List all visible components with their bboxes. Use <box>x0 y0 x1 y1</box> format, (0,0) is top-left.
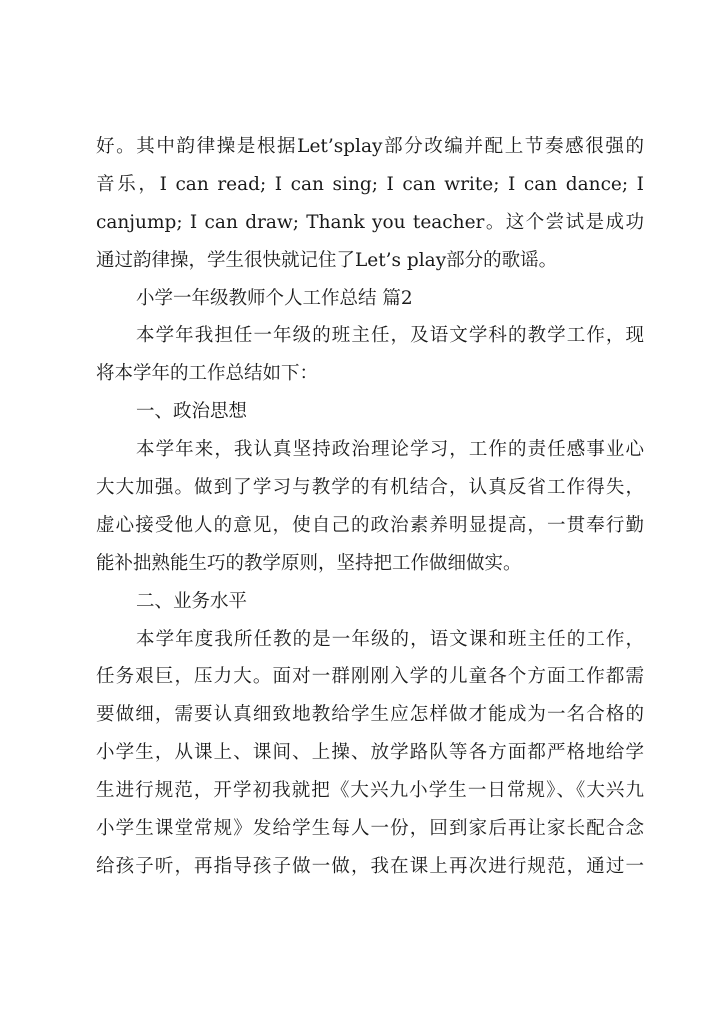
section-heading: 一、政治思想 <box>136 401 248 423</box>
text-line: 小学生，从课上、课间、上操、放学路队等各方面都严格地给学 <box>96 742 644 764</box>
text-line: 大大加强。做到了学习与教学的有机结合，认真反省工作得失， <box>96 477 644 499</box>
section-heading: 二、业务水平 <box>136 590 248 612</box>
text-line: 将本学年的工作总结如下： <box>96 363 319 385</box>
document-body <box>96 128 644 886</box>
text-line: 本学年来，我认真坚持政治理论学习，工作的责任感事业心 <box>136 439 644 461</box>
text-line: canjump; I can draw; Thank you teacher。这个尝试是成功 <box>96 211 644 233</box>
text-line: 通过韵律操，学生很快就记住了Let’s play部分的歌谣。 <box>96 249 558 271</box>
text-line: 要做细，需要认真细致地教给学生应怎样做才能成为一名合格的 <box>96 704 644 726</box>
section-heading: 小学一年级教师个人工作总结 篇2 <box>136 287 413 309</box>
text-line: 好。其中韵律操是根据Let’splay部分改编并配上节奏感很强的 <box>96 136 644 157</box>
text-line: 能补拙熟能生巧的教学原则，坚持把工作做细做实。 <box>96 552 522 574</box>
text-line: 本学年我担任一年级的班主任，及语文学科的教学工作，现 <box>136 325 644 347</box>
text-line: 小学生课堂常规》发给学生每人一份，回到家后再让家长配合念 <box>96 818 644 840</box>
text-line: 任务艰巨，压力大。面对一群刚刚入学的儿童各个方面工作都需 <box>96 666 644 688</box>
text-line: 生进行规范，开学初我就把《大兴九小学生一日常规》、《大兴九 <box>96 780 644 802</box>
text-line: 音乐，I can read; I can sing; I can write; I can dance; I <box>96 173 644 195</box>
text-line: 虚心接受他人的意见，使自己的政治素养明显提高，一贯奉行勤 <box>96 514 644 536</box>
text-line: 给孩子听，再指导孩子做一做，我在课上再次进行规范，通过一 <box>96 855 644 877</box>
text-line: 本学年度我所任教的是一年级的，语文课和班主任的工作， <box>136 628 644 650</box>
